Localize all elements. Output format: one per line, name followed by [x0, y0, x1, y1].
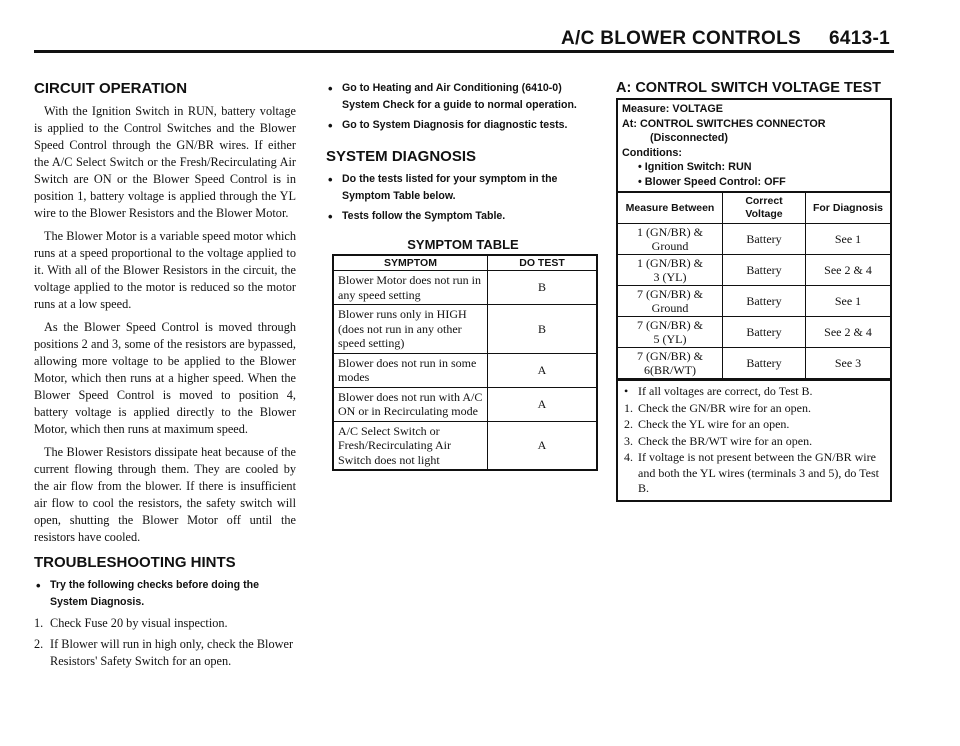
- table-row: [618, 255, 890, 286]
- page-header: [561, 28, 890, 50]
- note-mark: •: [624, 384, 629, 398]
- between-cell: [618, 317, 723, 348]
- circuit-paragraph: The Blower Motor is a variable speed motor which runs at a speed proportional to the voltage applied to it. With all of the Blower Resistors in the circuit, the voltage applied to the motor is reduced so the motor runs at a low speed.: [34, 229, 296, 311]
- symptom-cell: Blower runs only in HIGH (does not run in any other speed setting): [333, 305, 488, 354]
- column-right: [616, 80, 892, 502]
- step-number: 2.: [34, 637, 44, 651]
- diagnosis-header: For Diagnosis: [806, 192, 891, 224]
- symptom-cell: Blower does not run with A/C ON or in Recirculating mode: [333, 387, 488, 421]
- note-text: Check the YL wire for an open.: [638, 417, 790, 431]
- table-header-row: [618, 192, 890, 224]
- between-line: Ground: [651, 239, 689, 253]
- between-line: 7 (GN/BR) &: [637, 349, 703, 363]
- symptom-table-title: SYMPTOM TABLE: [407, 237, 519, 252]
- between-cell: [618, 348, 723, 379]
- symptom-header: SYMPTOM: [333, 255, 488, 271]
- test-a-notes: [618, 379, 890, 500]
- test-a-heading: A: CONTROL SWITCH VOLTAGE TEST: [616, 80, 882, 96]
- test-cell: B: [488, 305, 598, 354]
- troubleshooting-step: [34, 615, 296, 632]
- note-item: [622, 384, 886, 400]
- column-left: [34, 80, 296, 674]
- note-item: [622, 450, 886, 497]
- note-text: If voltage is not present between the GN/BR wire and both the YL wires (terminals 3 and 5), do Test B.: [638, 450, 879, 495]
- step-number: 1.: [34, 616, 44, 630]
- connector-detail: (Disconnected): [650, 132, 728, 144]
- step-text: If Blower will run in high only, check the Blower Resistors' Safety Switch for an open.: [50, 637, 294, 668]
- voltage-test-table: [618, 191, 890, 379]
- note-text: Check the GN/BR wire for an open.: [638, 400, 811, 415]
- test-conditions: [618, 100, 890, 191]
- page-number: 6413-1: [829, 28, 890, 49]
- table-row: [618, 224, 890, 255]
- table-row: [333, 305, 597, 354]
- table-row: [618, 348, 890, 379]
- circuit-paragraph: As the Blower Speed Control is moved through positions 2 and 3, some of the resistors are bypassed, allowing more voltage to be applied to the Blower Motor, which then runs at a higher speed. When the Blower Speed Control is moved to position 4, battery voltage is applied directly to the Blower Motor, which then runs at maximum speed.: [34, 320, 296, 436]
- table-row: [618, 317, 890, 348]
- test-cell: B: [488, 271, 598, 305]
- test-cell: A: [488, 387, 598, 421]
- table-row: [333, 353, 597, 387]
- test-cell: A: [488, 421, 598, 470]
- troubleshooting-bullet: • Try the following checks before doing the System Diagnosis.: [34, 577, 296, 611]
- table-row: [333, 387, 597, 421]
- diagnosis-cell: See 1: [806, 286, 891, 317]
- condition-text: Ignition Switch: RUN: [644, 161, 752, 173]
- voltage-cell: Battery: [723, 286, 806, 317]
- note-item: [622, 401, 886, 417]
- voltage-cell: Battery: [723, 224, 806, 255]
- table-row: [333, 421, 597, 470]
- between-line: 7 (GN/BR) &: [637, 318, 703, 332]
- table-row: [333, 271, 597, 305]
- do-test-header: DO TEST: [488, 255, 598, 271]
- troubleshooting-step: [34, 636, 296, 670]
- header-rule: [34, 50, 894, 53]
- symptom-cell: A/C Select Switch or Fresh/Recirculating Air Switch does not light: [333, 421, 488, 470]
- diagnosis-cell: See 2 & 4: [806, 317, 891, 348]
- note-mark: 1.: [624, 400, 633, 415]
- circuit-paragraph: With the Ignition Switch in RUN, battery voltage is applied to the Control Switches and the Blower Speed Control through the GN/BR wires. If either the A/C Select Switch or the Fresh/Recirculating Air Switch are ON or the Blower Speed Control is in position 1, battery voltage is applied through the YL wire to the Blower Resistors and the Blower Motor.: [34, 104, 296, 220]
- note-text: If all voltages are correct, do Test B.: [638, 384, 813, 398]
- between-cell: [618, 255, 723, 286]
- column-middle: [326, 80, 600, 471]
- section-title: A/C BLOWER CONTROLS: [561, 28, 802, 49]
- test-a-box: [616, 98, 892, 502]
- table-row: [618, 286, 890, 317]
- between-line: 1 (GN/BR) &: [637, 225, 703, 239]
- circuit-paragraph: The Blower Resistors dissipate heat because of the current flowing through them. They are cooled by the air flow from the blower. If there is insufficient air flow to cool the resistors, the safety switch will open, shutting the Blower Motor off until the resistors have cooled.: [34, 445, 296, 544]
- between-cell: [618, 224, 723, 255]
- condition-item: • Ignition Switch: RUN: [638, 161, 752, 173]
- diagnosis-bullet: • Tests follow the Symptom Table.: [326, 208, 600, 225]
- diagnosis-bullet: • Do the tests listed for your symptom in the Symptom Table below.: [326, 171, 600, 205]
- conditions-label: Conditions:: [622, 146, 682, 159]
- troubleshooting-bullets: [34, 577, 296, 611]
- circuit-operation-heading: CIRCUIT OPERATION: [34, 80, 188, 97]
- between-line: 6(BR/WT): [644, 363, 696, 377]
- between-line: 3 (YL): [653, 270, 687, 284]
- note-item: [622, 434, 886, 450]
- between-cell: [618, 286, 723, 317]
- step-text: Check Fuse 20 by visual inspection.: [50, 616, 228, 630]
- troubleshooting-steps: [34, 615, 296, 670]
- diagnosis-cell: See 3: [806, 348, 891, 379]
- symptom-table: [332, 254, 598, 471]
- system-diagnosis-heading: SYSTEM DIAGNOSIS: [326, 148, 477, 165]
- note-item: [622, 417, 886, 433]
- correct-voltage-header: Correct Voltage: [723, 192, 806, 224]
- intro-bullets: [326, 80, 600, 134]
- test-cell: A: [488, 353, 598, 387]
- condition-item: • Blower Speed Control: OFF: [638, 175, 786, 188]
- voltage-cell: Battery: [723, 317, 806, 348]
- diagnosis-cell: See 1: [806, 224, 891, 255]
- between-line: Ground: [651, 301, 689, 315]
- troubleshooting-heading: TROUBLESHOOTING HINTS: [34, 554, 236, 571]
- measure-between-header: Measure Between: [618, 192, 723, 224]
- measure-line: Measure: VOLTAGE: [622, 103, 723, 115]
- intro-bullet: • Go to Heating and Air Conditioning (6410-0) System Check for a guide to normal operation.: [326, 80, 600, 114]
- connector-line: At: CONTROL SWITCHES CONNECTOR: [622, 117, 826, 130]
- note-mark: 3.: [624, 433, 633, 448]
- note-mark: 2.: [624, 417, 633, 431]
- intro-bullet: • Go to System Diagnosis for diagnostic tests.: [326, 117, 600, 134]
- note-mark: 4.: [624, 450, 633, 464]
- between-line: 1 (GN/BR) &: [637, 256, 703, 270]
- condition-text: Blower Speed Control: OFF: [644, 175, 786, 188]
- table-header-row: [333, 255, 597, 271]
- voltage-cell: Battery: [723, 255, 806, 286]
- voltage-cell: Battery: [723, 348, 806, 379]
- symptom-cell: Blower does not run in some modes: [333, 353, 488, 387]
- diagnosis-cell: See 2 & 4: [806, 255, 891, 286]
- diagnosis-bullets: [326, 171, 600, 225]
- between-line: 5 (YL): [653, 332, 687, 346]
- symptom-cell: Blower Motor does not run in any speed setting: [333, 271, 488, 305]
- between-line: 7 (GN/BR) &: [637, 287, 703, 301]
- note-text: Check the BR/WT wire for an open.: [638, 433, 813, 448]
